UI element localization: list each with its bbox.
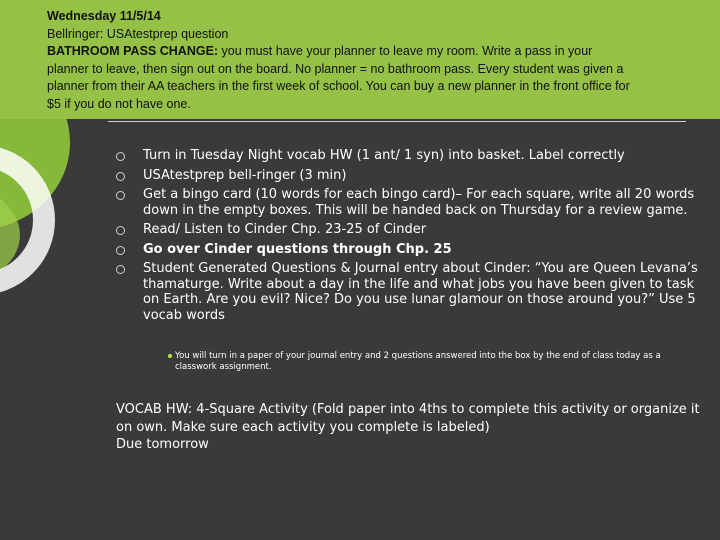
agenda-item — [116, 168, 706, 184]
divider-line — [108, 121, 686, 122]
due-date-text: Due tomorrow — [116, 437, 209, 452]
agenda-list — [116, 148, 706, 327]
circle-bullet-icon — [116, 246, 125, 255]
circle-bullet-icon — [116, 152, 125, 161]
announcement-text — [47, 8, 702, 113]
dot-bullet-icon — [168, 354, 172, 358]
agenda-item-text: Student Generated Questions & Journal entry about Cinder: “You are Queen Levana’s thamaturge. Write about a day in the life and what jobs you have been given to task on Earth. Are you evil? Nice? Do you use lunar glamour on those around you?” Use 5 vocab words — [143, 261, 698, 323]
agenda-item-text: Go over Cinder questions through Chp. 25 — [143, 241, 452, 257]
pass-change-text-1: you must have your planner to leave my room. Write a pass in your — [218, 44, 593, 58]
pass-change-text-3: planner from their AA teachers in the first week of school. You can buy a new planner in the front office for — [47, 79, 630, 93]
agenda-item-text: Read/ Listen to Cinder Chp. 23-25 of Cinder — [143, 222, 427, 237]
journal-sub-item — [168, 351, 695, 373]
circle-bullet-icon — [116, 265, 125, 274]
agenda-item-text: USAtestprep bell-ringer (3 min) — [143, 167, 347, 183]
bellringer-line: Bellringer: USAtestprep question — [47, 26, 229, 41]
agenda-item — [116, 187, 706, 218]
header-banner — [0, 0, 720, 119]
circle-bullet-icon — [116, 172, 125, 181]
circle-bullet-icon — [116, 226, 125, 235]
date-heading: Wednesday 11/5/14 — [47, 9, 161, 23]
vocab-homework-text: VOCAB HW: 4-Square Activity (Fold paper into 4ths to complete this activity or organize it on own. Make sure each activity you complete is labeled) — [116, 402, 700, 435]
circle-bullet-icon — [116, 191, 125, 200]
pass-change-text-2: planner to leave, then sign out on the board. No planner = no bathroom pass. Every student was given a — [47, 61, 624, 76]
agenda-item — [116, 148, 706, 164]
agenda-item — [116, 222, 706, 238]
vocab-homework — [116, 401, 716, 454]
agenda-item-text: Turn in Tuesday Night vocab HW (1 ant/ 1 syn) into basket. Label correctly — [143, 148, 625, 163]
agenda-item — [116, 261, 706, 323]
pass-change-label: BATHROOM PASS CHANGE: — [47, 44, 219, 58]
agenda-item — [116, 242, 706, 258]
agenda-item-text: Get a bingo card (10 words for each bingo card)– For each square, write all 20 words down in the empty boxes. This will be handed back on Thursday for a review game. — [143, 187, 695, 218]
pass-change-text-4: $5 if you do not have one. — [47, 96, 191, 111]
journal-sub-item-text: You will turn in a paper of your journal entry and 2 questions answered into the box by the end of class today as a classwork assignment. — [175, 351, 661, 372]
